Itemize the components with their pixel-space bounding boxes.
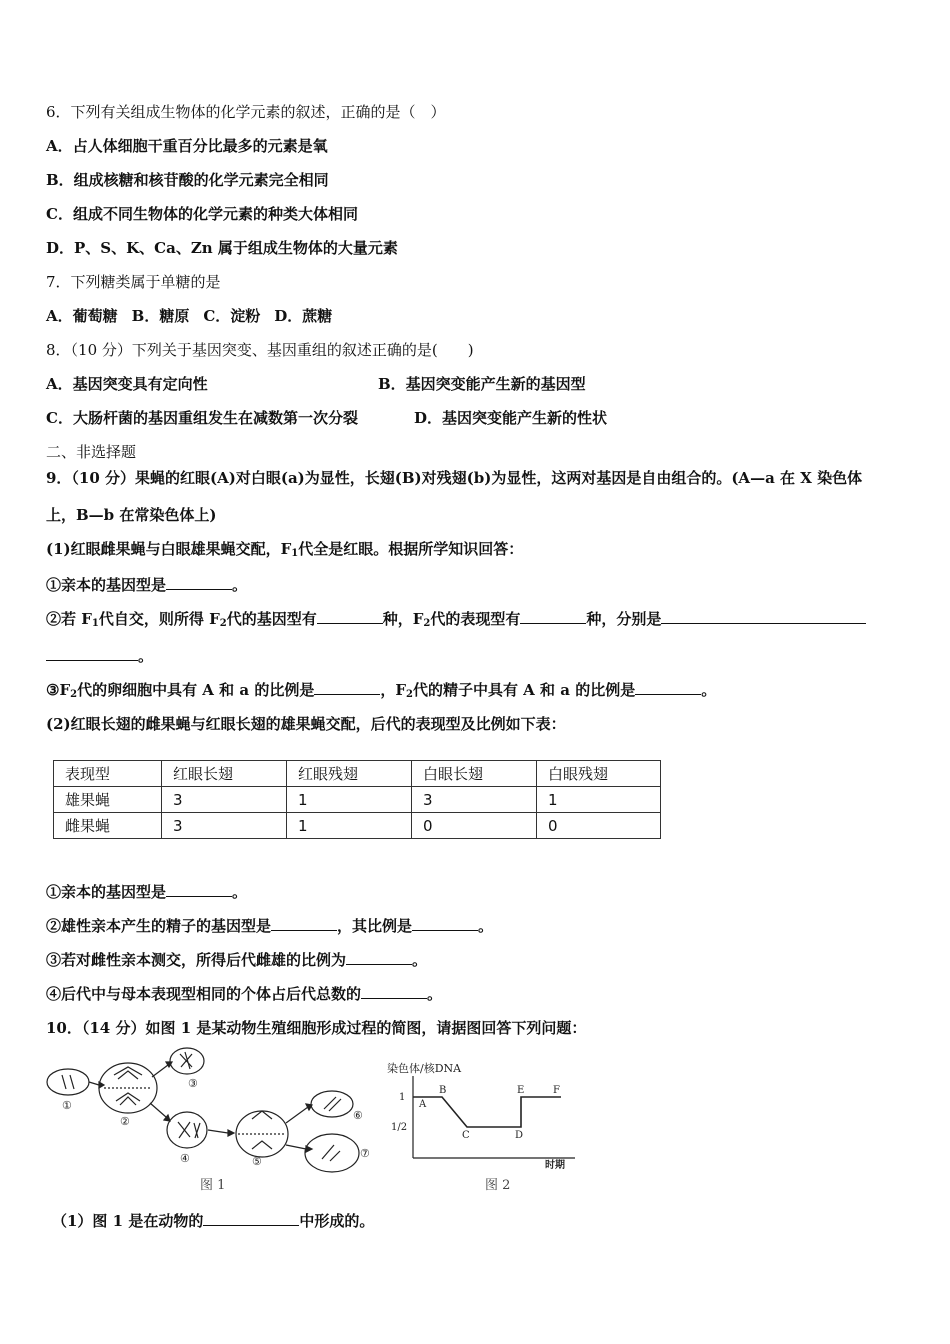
fig2-point-label: A bbox=[419, 1099, 427, 1110]
q9-part2-q2: ②雄性亲本产生的精子的基因型是 ，其比例是 。 bbox=[46, 917, 494, 935]
answer-blank[interactable] bbox=[346, 949, 412, 965]
q9-part1-q2: ②若 $F_1$代自交，则所得 $F_2$代的基因型有 种，$F_2$代的表现型有 种，分别是 bbox=[46, 608, 866, 634]
fig2-point-label: B bbox=[439, 1085, 447, 1096]
q8-option-d: D．基因突变能产生新的性状 bbox=[414, 409, 608, 427]
answer-blank[interactable] bbox=[166, 881, 232, 897]
table-cell: 1 bbox=[287, 813, 412, 839]
q7-options bbox=[46, 306, 332, 326]
answer-blank[interactable] bbox=[661, 608, 866, 624]
fig2-point-label: E bbox=[517, 1085, 525, 1096]
fig2-ytick: 1 bbox=[399, 1092, 406, 1103]
q7-option-d: D．蔗糖 bbox=[274, 307, 333, 325]
table-cell: 1 bbox=[287, 787, 412, 813]
fig1-label: ② bbox=[120, 1115, 130, 1128]
fig2-ylabel: 染色体/核DNA bbox=[387, 1062, 462, 1075]
q8-stem: 8．（10 分）下列关于基因突变、基因重组的叙述正确的是( ) bbox=[46, 341, 474, 359]
figure-1-diagram bbox=[40, 1045, 380, 1195]
answer-blank[interactable] bbox=[166, 574, 232, 590]
table-header: 表现型 bbox=[54, 761, 162, 787]
q7-option-a: A．葡萄糖 bbox=[46, 307, 118, 325]
q8-option-a: A．基因突变具有定向性 bbox=[46, 375, 208, 393]
table-header: 白眼长翅 bbox=[412, 761, 537, 787]
answer-blank[interactable] bbox=[361, 983, 427, 999]
q9-part2-q4: ④后代中与母本表现型相同的个体占后代总数的 。 bbox=[46, 985, 443, 1003]
answer-blank[interactable] bbox=[317, 608, 383, 624]
answer-blank[interactable] bbox=[635, 679, 701, 695]
q8-option-b: B．基因突变能产生新的基因型 bbox=[378, 375, 586, 393]
table-row bbox=[54, 787, 661, 813]
figure-2-ratio-graph bbox=[385, 1060, 585, 1195]
table-cell: 3 bbox=[412, 787, 537, 813]
answer-blank[interactable] bbox=[412, 915, 478, 931]
q7-option-b: B．糖原 bbox=[131, 307, 190, 325]
fig2-point-label: C bbox=[462, 1130, 470, 1141]
q6-option-d: D．P、S、K、Ca、Zn 属于组成生物体的大量元素 bbox=[46, 239, 398, 257]
table-cell: 0 bbox=[412, 813, 537, 839]
q9-part1-q3: $③F_2$代的卵细胞中具有 A 和 a 的比例是 ，$F_2$代的精子中具有 A 和 a 的比例是 。 bbox=[46, 681, 717, 700]
fig1-label: ⑥ bbox=[353, 1109, 363, 1122]
table-header: 红眼残翅 bbox=[287, 761, 412, 787]
cell-4 bbox=[167, 1112, 207, 1148]
answer-blank[interactable] bbox=[271, 915, 337, 931]
table-header: 白眼残翅 bbox=[537, 761, 661, 787]
q6-option-c: C．组成不同生物体的化学元素的种类大体相同 bbox=[46, 205, 358, 223]
fig1-label: ⑦ bbox=[360, 1147, 370, 1160]
figure-1-cell-division bbox=[40, 1045, 380, 1195]
section-heading: 二、非选择题 bbox=[46, 443, 137, 461]
fig2-line bbox=[413, 1097, 561, 1127]
fig2-ytick: 1/2 bbox=[391, 1122, 408, 1133]
table-cell: 0 bbox=[537, 813, 661, 839]
answer-blank[interactable] bbox=[203, 1210, 299, 1226]
fig1-label: ① bbox=[62, 1099, 72, 1112]
q6-stem: 6．下列有关组成生物体的化学元素的叙述，正确的是（ ） bbox=[46, 103, 446, 121]
q6-option-b: B．组成核糖和核苷酸的化学元素完全相同 bbox=[46, 171, 329, 189]
table-header-row bbox=[54, 761, 661, 787]
q9-part1-q2-cont: 。 bbox=[46, 645, 153, 666]
q7-stem: 7．下列糖类属于单糖的是 bbox=[46, 273, 221, 291]
fig1-label: ③ bbox=[188, 1077, 198, 1090]
table-cell: 雄果蝇 bbox=[54, 787, 162, 813]
cell-1 bbox=[47, 1069, 89, 1095]
answer-blank[interactable] bbox=[46, 645, 138, 661]
fig1-label: ⑤ bbox=[252, 1155, 262, 1168]
table-row bbox=[54, 813, 661, 839]
cell-7 bbox=[305, 1134, 359, 1172]
table-cell: 1 bbox=[537, 787, 661, 813]
table-header: 红眼长翅 bbox=[162, 761, 287, 787]
table-cell: 雌果蝇 bbox=[54, 813, 162, 839]
q9-stem-line1: 9．（10 分）果蝇的红眼(A)对白眼(a)为显性，长翅(B)对残翅(b)为显性，这两对基因是自由组合的。(A—a 在 X 染色体 bbox=[46, 469, 863, 487]
q8-option-c: C．大肠杆菌的基因重组发生在减数第一次分裂 bbox=[46, 409, 358, 427]
q9-part2-q1: ①亲本的基因型是 。 bbox=[46, 883, 248, 901]
fig2-xlabel: 时期 bbox=[545, 1160, 565, 1171]
table-cell: 3 bbox=[162, 787, 287, 813]
q9-part1-q1: ①亲本的基因型是 。 bbox=[46, 576, 248, 594]
figure-2-caption: 图 2 bbox=[485, 1178, 511, 1193]
phenotype-table bbox=[53, 760, 661, 839]
cell-6 bbox=[311, 1091, 353, 1117]
figure-2-chart bbox=[385, 1060, 585, 1195]
q9-part1-intro: (1)红眼雌果蝇与白眼雄果蝇交配，$F_1$代全是红眼。根据所学知识回答： bbox=[46, 540, 524, 559]
answer-blank[interactable] bbox=[314, 679, 380, 695]
table-cell: 3 bbox=[162, 813, 287, 839]
q10-sub1: （1）图 1 是在动物的 中形成的。 bbox=[52, 1212, 375, 1230]
fig1-label: ④ bbox=[180, 1152, 190, 1165]
q9-part2-intro: (2)红眼长翅的雌果蝇与红眼长翅的雄果蝇交配，后代的表现型及比例如下表： bbox=[46, 715, 566, 733]
q6-option-a: A．占人体细胞干重百分比最多的元素是氧 bbox=[46, 137, 328, 155]
answer-blank[interactable] bbox=[520, 608, 586, 624]
q7-option-c: C．淀粉 bbox=[203, 307, 261, 325]
figure-1-caption: 图 1 bbox=[200, 1178, 226, 1193]
q9-stem-line2: 上，B—b 在常染色体上) bbox=[46, 506, 217, 524]
fig2-point-label: D bbox=[515, 1130, 524, 1141]
fig2-point-label: F bbox=[553, 1085, 560, 1096]
q10-stem: 10．（14 分）如图 1 是某动物生殖细胞形成过程的简图，请据图回答下列问题： bbox=[46, 1019, 587, 1037]
q9-part2-q3: ③若对雌性亲本测交，所得后代雌雄的比例为 。 bbox=[46, 951, 428, 969]
